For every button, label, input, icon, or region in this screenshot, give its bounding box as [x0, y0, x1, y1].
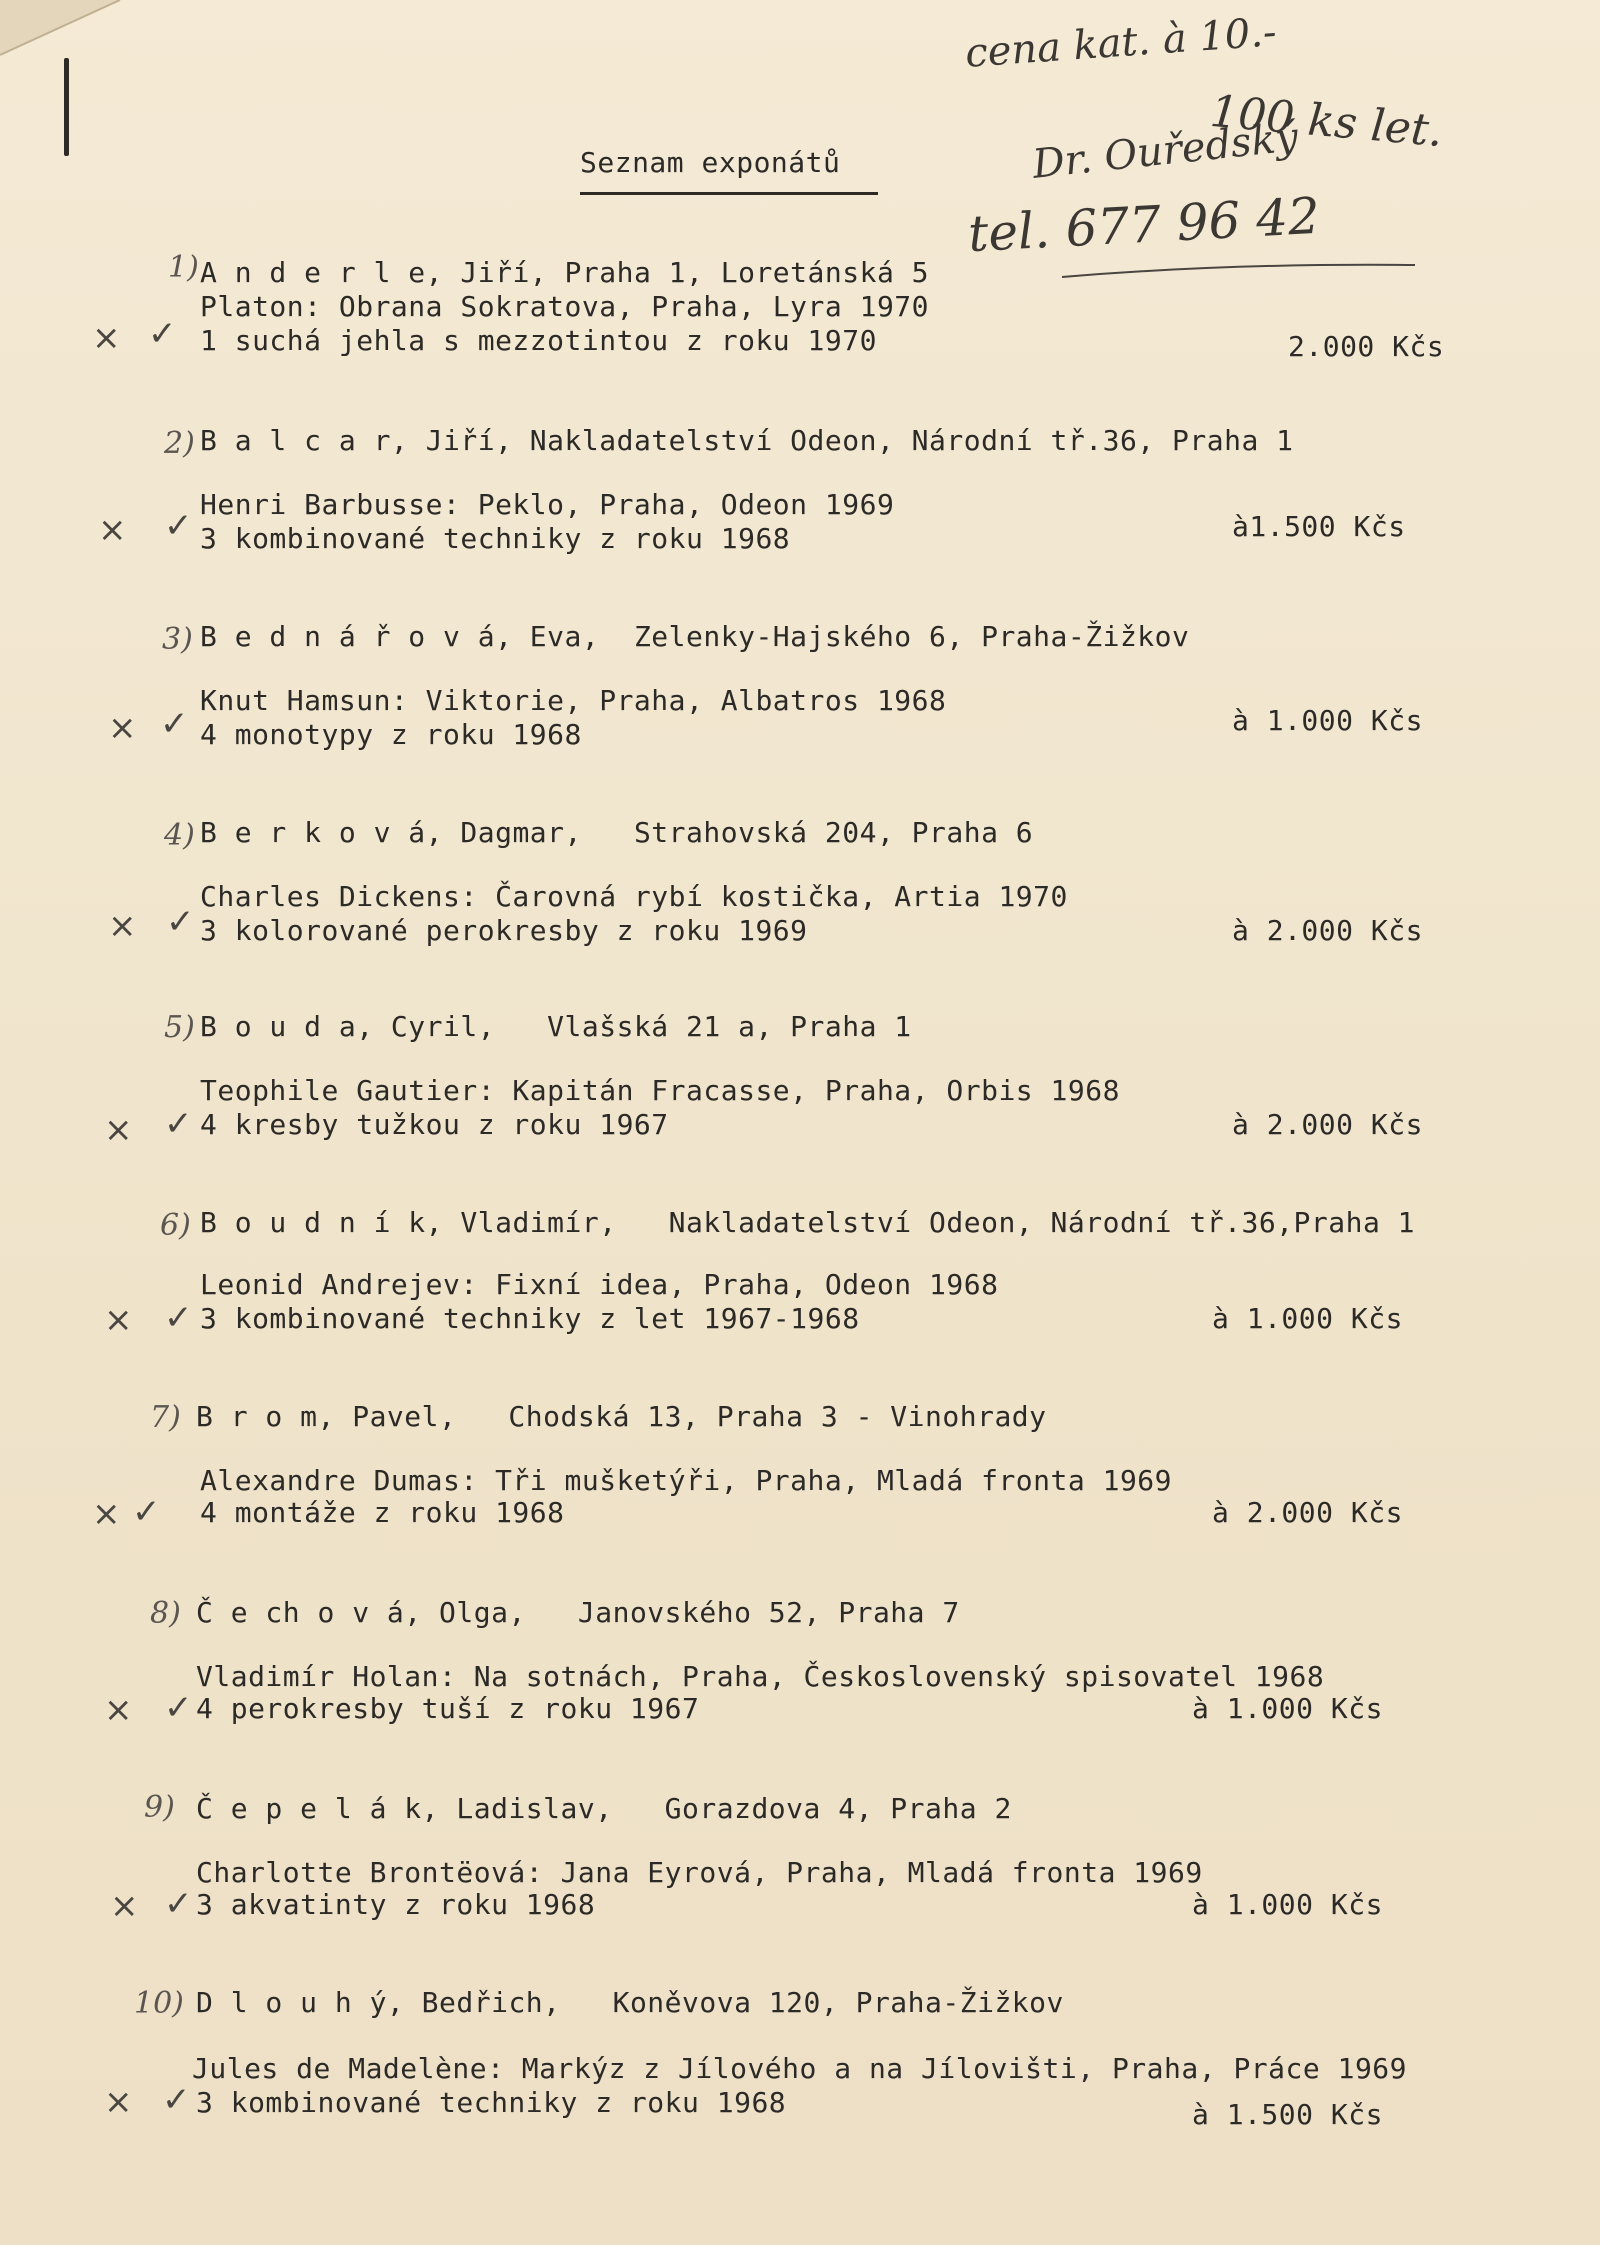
entry-1-cross-mark: ×	[92, 318, 121, 358]
handwritten-underline	[1060, 255, 1420, 285]
entry-8-cross-mark: ×	[104, 1690, 133, 1730]
handwritten-phone: tel. 677 96 42	[966, 186, 1322, 264]
entry-4-price: à 2.000 Kčs	[1232, 914, 1423, 947]
entry-3-tick-mark: ✓	[160, 704, 189, 744]
entry-5-index: 5)	[164, 1010, 195, 1045]
entry-4-cross-mark: ×	[108, 906, 137, 946]
handwritten-note-second: 100 ks let.	[1208, 85, 1445, 158]
entry-6-artist	[200, 1206, 1415, 1239]
entry-2-technique: 3 kombinované techniky z roku 1968	[200, 522, 791, 555]
entry-9-price: à 1.000 Kčs	[1192, 1888, 1383, 1921]
entry-3-price: à 1.000 Kčs	[1232, 704, 1423, 737]
entry-10-cross-mark: ×	[104, 2082, 133, 2122]
entry-6-cross-mark: ×	[104, 1300, 133, 1340]
entry-2-index: 2)	[164, 426, 195, 461]
entry-5-artist	[200, 1010, 912, 1043]
entry-6-name: B o u d n í k,	[200, 1206, 444, 1239]
entry-1-index: 1)	[168, 250, 199, 285]
entry-4-index: 4)	[164, 818, 195, 853]
entry-5-tick-mark: ✓	[164, 1104, 193, 1144]
entry-4-work: Charles Dickens: Čarovná rybí kostička, Artia 1970	[200, 880, 1068, 913]
entry-3-artist	[200, 620, 1189, 653]
entry-3-work: Knut Hamsun: Viktorie, Praha, Albatros 1968	[200, 684, 947, 717]
entry-5-technique: 4 kresby tužkou z roku 1967	[200, 1108, 669, 1141]
entry-8-artist	[196, 1596, 960, 1629]
entry-2-artist	[200, 424, 1294, 457]
entry-9-technique: 3 akvatinty z roku 1968	[196, 1888, 596, 1921]
entry-7-name: B r o m,	[196, 1400, 335, 1433]
entry-5-work: Teophile Gautier: Kapitán Fracasse, Praha, Orbis 1968	[200, 1074, 1120, 1107]
entry-5-address: Cyril, Vlašská 21 a, Praha 1	[373, 1010, 912, 1043]
entry-2-tick-mark: ✓	[164, 506, 193, 546]
entry-3-name: B e d n á ř o v á,	[200, 620, 513, 653]
entry-9-work: Charlotte Brontëová: Jana Eyrová, Praha, Mladá fronta 1969	[196, 1856, 1203, 1889]
entry-2-price: à1.500 Kčs	[1232, 510, 1406, 543]
entry-4-name: B e r k o v á,	[200, 816, 444, 849]
entry-4-tick-mark: ✓	[166, 902, 195, 942]
entry-2-work: Henri Barbusse: Peklo, Praha, Odeon 1969	[200, 488, 895, 521]
handwritten-name: Dr. Ouředský	[1030, 114, 1301, 188]
entry-8-technique: 4 perokresby tuší z roku 1967	[196, 1692, 700, 1725]
entry-1-address: Jiří, Praha 1, Loretánská 5	[443, 256, 930, 289]
entry-1-technique: 1 suchá jehla s mezzotintou z roku 1970	[200, 324, 877, 357]
entry-6-price: à 1.000 Kčs	[1212, 1302, 1403, 1335]
entry-9-artist	[196, 1792, 1012, 1825]
entry-10-index: 10)	[134, 1986, 184, 2021]
entry-6-tick-mark: ✓	[164, 1298, 193, 1338]
entry-8-address: Olga, Janovského 52, Praha 7	[421, 1596, 960, 1629]
entry-6-work: Leonid Andrejev: Fixní idea, Praha, Odeon 1968	[200, 1268, 999, 1301]
entry-9-index: 9)	[144, 1790, 175, 1825]
entry-7-index: 7)	[150, 1400, 181, 1435]
entry-1-price: 2.000 Kčs	[1288, 330, 1445, 363]
entry-7-technique: 4 montáže z roku 1968	[200, 1496, 565, 1529]
entry-1-tick-mark: ✓	[148, 314, 177, 354]
entry-3-cross-mark: ×	[108, 708, 137, 748]
entry-6-technique: 3 kombinované techniky z let 1967-1968	[200, 1302, 860, 1335]
entry-10-name: D l o u h ý,	[196, 1986, 405, 2019]
entry-9-cross-mark: ×	[110, 1886, 139, 1926]
entry-3-technique: 4 monotypy z roku 1968	[200, 718, 582, 751]
entry-5-cross-mark: ×	[104, 1110, 133, 1150]
entry-9-tick-mark: ✓	[164, 1884, 193, 1924]
entry-3-index: 3)	[162, 622, 193, 657]
page-title: Seznam exponátů	[580, 146, 841, 179]
entry-5-name: B o u d a,	[200, 1010, 374, 1043]
entry-9-address: Ladislav, Gorazdova 4, Praha 2	[439, 1792, 1012, 1825]
entry-10-technique: 3 kombinované techniky z roku 1968	[196, 2086, 787, 2119]
entry-10-work: Jules de Madelène: Markýz z Jílového a na Jílovišti, Praha, Práce 1969	[192, 2052, 1408, 2085]
entry-2-address: Jiří, Nakladatelství Odeon, Národní tř.36, Praha 1	[408, 424, 1294, 457]
entry-8-price: à 1.000 Kčs	[1192, 1692, 1383, 1725]
entry-7-artist	[196, 1400, 1047, 1433]
entry-9-name: Č e p e l á k,	[196, 1792, 440, 1825]
entry-10-artist	[196, 1986, 1064, 2019]
entry-6-address: Vladimír, Nakladatelství Odeon, Národní tř.36,Praha 1	[443, 1206, 1416, 1239]
handwritten-note-top: cena kat. à 10.-	[963, 9, 1278, 77]
entry-1-work: Platon: Obrana Sokratova, Praha, Lyra 1970	[200, 290, 930, 323]
entry-4-address: Dagmar, Strahovská 204, Praha 6	[443, 816, 1034, 849]
margin-mark	[64, 58, 69, 156]
entry-7-work: Alexandre Dumas: Tři mušketýři, Praha, Mladá fronta 1969	[200, 1464, 1173, 1497]
entry-7-price: à 2.000 Kčs	[1212, 1496, 1403, 1529]
entry-10-price: à 1.500 Kčs	[1192, 2098, 1383, 2131]
entry-7-cross-mark: ×	[92, 1494, 121, 1534]
entry-2-cross-mark: ×	[98, 510, 127, 550]
entry-5-price: à 2.000 Kčs	[1232, 1108, 1423, 1141]
entry-1-name: A n d e r l e,	[200, 256, 444, 289]
entry-6-index: 6)	[160, 1208, 191, 1243]
entry-7-address: Pavel, Chodská 13, Praha 3 - Vinohrady	[334, 1400, 1047, 1433]
title-underline	[580, 192, 878, 195]
entry-4-artist	[200, 816, 1033, 849]
entry-4-technique: 3 kolorované perokresby z roku 1969	[200, 914, 808, 947]
entry-8-tick-mark: ✓	[164, 1688, 193, 1728]
entry-8-work: Vladimír Holan: Na sotnách, Praha, Československý spisovatel 1968	[196, 1660, 1325, 1693]
entry-8-index: 8)	[150, 1596, 181, 1631]
entry-10-address: Bedřich, Koněvova 120, Praha-Žižkov	[404, 1986, 1064, 2019]
entry-10-tick-mark: ✓	[162, 2080, 191, 2120]
entry-3-address: Eva, Zelenky-Hajského 6, Praha-Žižkov	[512, 620, 1190, 653]
entry-1-artist	[200, 256, 929, 289]
entry-2-name: B a l c a r,	[200, 424, 409, 457]
entry-8-name: Č e ch o v á,	[196, 1596, 422, 1629]
entry-7-tick-mark: ✓	[132, 1492, 161, 1532]
